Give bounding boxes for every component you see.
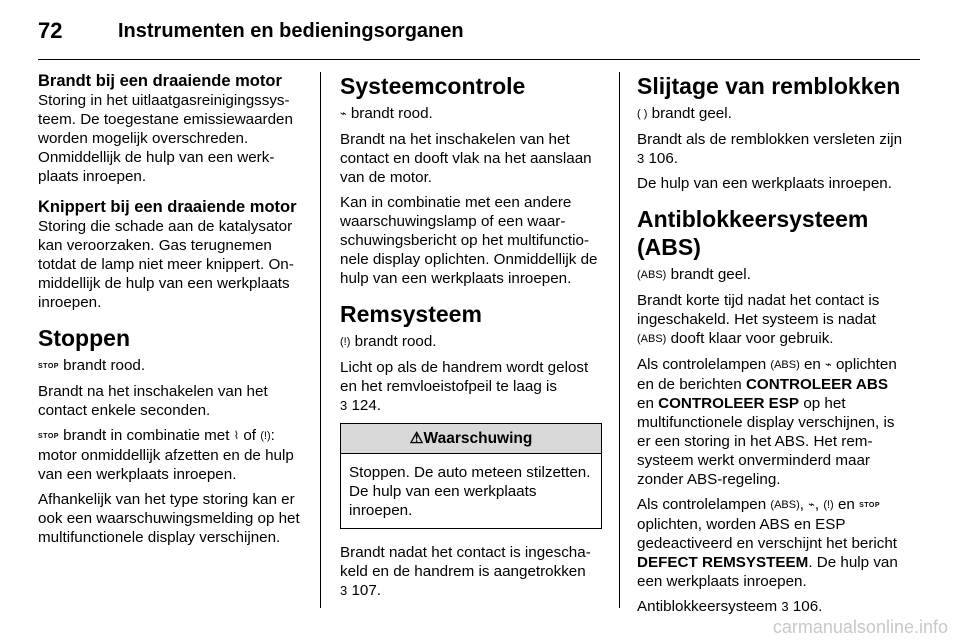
section-text: Storing die schade aan de katalysator kan veroorzaken. Gas terugnemen totdat de lamp niet meer knippert. Onmiddellijk de hulp van een werkplaats inroepen. xyxy=(38,218,294,311)
page-reference[interactable]: 106. xyxy=(792,598,823,615)
column-2: Systeemcontrole ⌁ brandt rood. Brandt na het inschakelen van het contact en dooft vlak na het aanslaan van de motor. Kan in combinatie met een andere waarschuwingslamp of een waarschuwingsbericht op het multifunctionele display oplichten. Onmiddellijk de hulp van een werkplaats inroepen. Remsysteem (!) brandt rood. Licht op als de handrem wordt gelost en het remvloeistofpeil te laag is 3 124. ⚠Waarschuwing Stoppen. De auto meteen stilzetten. De hulp van een werkplaats inroepen. Brandt nadat het contact is ingeschakeld en de handrem is aangetrokken 3 107. xyxy=(340,72,602,606)
engine-check-icon: ⌁ xyxy=(340,108,347,120)
section-heading: Knippert bij een draaiende motor xyxy=(38,198,297,216)
column-divider-2 xyxy=(619,72,620,608)
page-header xyxy=(38,14,920,54)
brake-pad-icon: ( ) xyxy=(637,108,648,120)
section-heading: Systeemcontrole xyxy=(340,73,526,99)
abs-icon: (ABS) xyxy=(770,499,800,511)
section-burns-running xyxy=(38,72,308,186)
brake-system-icon: (!) xyxy=(260,430,271,442)
stop-icon: STOP xyxy=(38,363,59,370)
section-abs: Antiblokkeersysteem (ABS) (ABS) brandt geel. Brandt korte tijd nadat het contact is ingeschakeld. Het systeem is nadat (ABS) dooft klaar voor gebruik. Als controlelampen (ABS) en ⌁ oplichten en de berichten CONTROLEER ABS en CONTROLEER ESP op het multifunctionele display verschijnen, is er een storing in het ABS. Het remsysteem werkt onverminderd maar zonder ABS-regeling. Als controlelampen (ABS), ⌁, (!) en STOP oplichten, worden ABS en ESP gedeactiveerd en verschijnt het bericht DEFECT REMSYSTEEM. De hulp van een werkplaats inroepen. Antiblokkeersysteem 3 106. xyxy=(637,205,905,616)
brake-system-icon: (!) xyxy=(823,499,834,511)
abs-icon: (ABS) xyxy=(770,359,800,371)
page-reference[interactable]: 106. xyxy=(648,150,679,167)
section-brake-pad-wear: Slijtage van remblokken ( ) brandt geel. Brandt als de remblokken versleten zijn 3 106. De hulp van een werkplaats inroepen. xyxy=(637,72,905,193)
page-reference-icon: 3 xyxy=(781,599,789,614)
section-text: Storing in het uitlaatgasreinigingssysteem. De toegestane emissiewaarden worden mogelijk overschreden. Onmiddellijk de hulp van een werkplaats inroepen. xyxy=(38,92,293,185)
stop-icon: STOP xyxy=(38,433,59,440)
abs-icon: (ABS) xyxy=(637,269,667,281)
section-system-check: Systeemcontrole ⌁ brandt rood. Brandt na het inschakelen van het contact en dooft vlak na het aanslaan van de motor. Kan in combinatie met een andere waarschuwingslamp of een waarschuwingsbericht op het multifunctionele display oplichten. Onmiddellijk de hulp van een werkplaats inroepen. xyxy=(340,72,602,288)
paragraph: Afhankelijk van het type storing kan er ook een waarschuwingsmelding op het multifunctionele display verschijnen. xyxy=(38,491,300,546)
paragraph: Kan in combinatie met een andere waarschuwingslamp of een waarschuwingsbericht op het multifunctionele display oplichten. Onmiddellijk de hulp van een werkplaats inroepen. xyxy=(340,194,598,287)
abs-icon: (ABS) xyxy=(637,333,667,345)
engine-check-icon: ⌁ xyxy=(808,499,815,511)
page-reference-icon: 3 xyxy=(340,583,348,598)
page-title: Instrumenten en bedieningsorganen xyxy=(118,20,464,42)
warning-box xyxy=(340,423,602,529)
page-number: 72 xyxy=(38,18,63,43)
column-3 xyxy=(637,72,905,622)
page-reference[interactable]: 124. xyxy=(351,397,382,414)
page-reference-icon: 3 xyxy=(637,151,645,166)
page-reference-icon: 3 xyxy=(340,398,348,413)
section-stop: Stoppen STOP brandt rood. Brandt na het inschakelen van het contact enkele seconden. STOP brandt in combinatie met ⌇ of (!): motor onmiddellijk afzetten en de hulp van een werkplaats inroepen. Afhankelijk van het type storing kan er ook een waarschuwingsmelding op het multifunctionele display verschijnen. xyxy=(38,324,308,547)
engine-check-icon: ⌁ xyxy=(825,359,832,371)
paragraph: Brandt na het inschakelen van het contact enkele seconden. xyxy=(38,383,268,419)
section-brake-system: Remsysteem (!) brandt rood. Licht op als de handrem wordt gelost en het remvloeistofpeil te laag is 3 124. xyxy=(340,300,602,415)
header-divider xyxy=(38,59,920,60)
section-heading: Antiblokkeersysteem (ABS) xyxy=(637,206,869,260)
section-heading: Stoppen xyxy=(38,325,130,351)
brake-system-icon: (!) xyxy=(340,336,351,348)
warning-text: Stoppen. De auto meteen stilzetten. De hulp van een werkplaats inroepen. xyxy=(349,464,591,519)
warning-triangle-icon: ⚠ xyxy=(409,430,424,447)
section-heading: Remsysteem xyxy=(340,301,482,327)
column-divider-1 xyxy=(320,72,321,608)
paragraph: Brandt na het inschakelen van het contact en dooft vlak na het aanslaan van de motor. xyxy=(340,131,592,186)
column-1 xyxy=(38,72,308,559)
page-reference[interactable]: 107. xyxy=(351,582,382,599)
warning-header xyxy=(341,424,601,454)
section-heading: Slijtage van remblokken xyxy=(637,73,901,99)
watermark: carmanualsonline.info xyxy=(772,617,948,637)
section-heading: Brandt bij een draaiende motor xyxy=(38,72,282,90)
section-flashes-running xyxy=(38,198,308,312)
warning-title: Waarschuwing xyxy=(423,430,533,447)
paragraph: De hulp van een werkplaats inroepen. xyxy=(637,175,892,192)
coolant-temperature-icon: ⌇ xyxy=(233,430,240,442)
stop-icon: STOP xyxy=(859,502,881,509)
